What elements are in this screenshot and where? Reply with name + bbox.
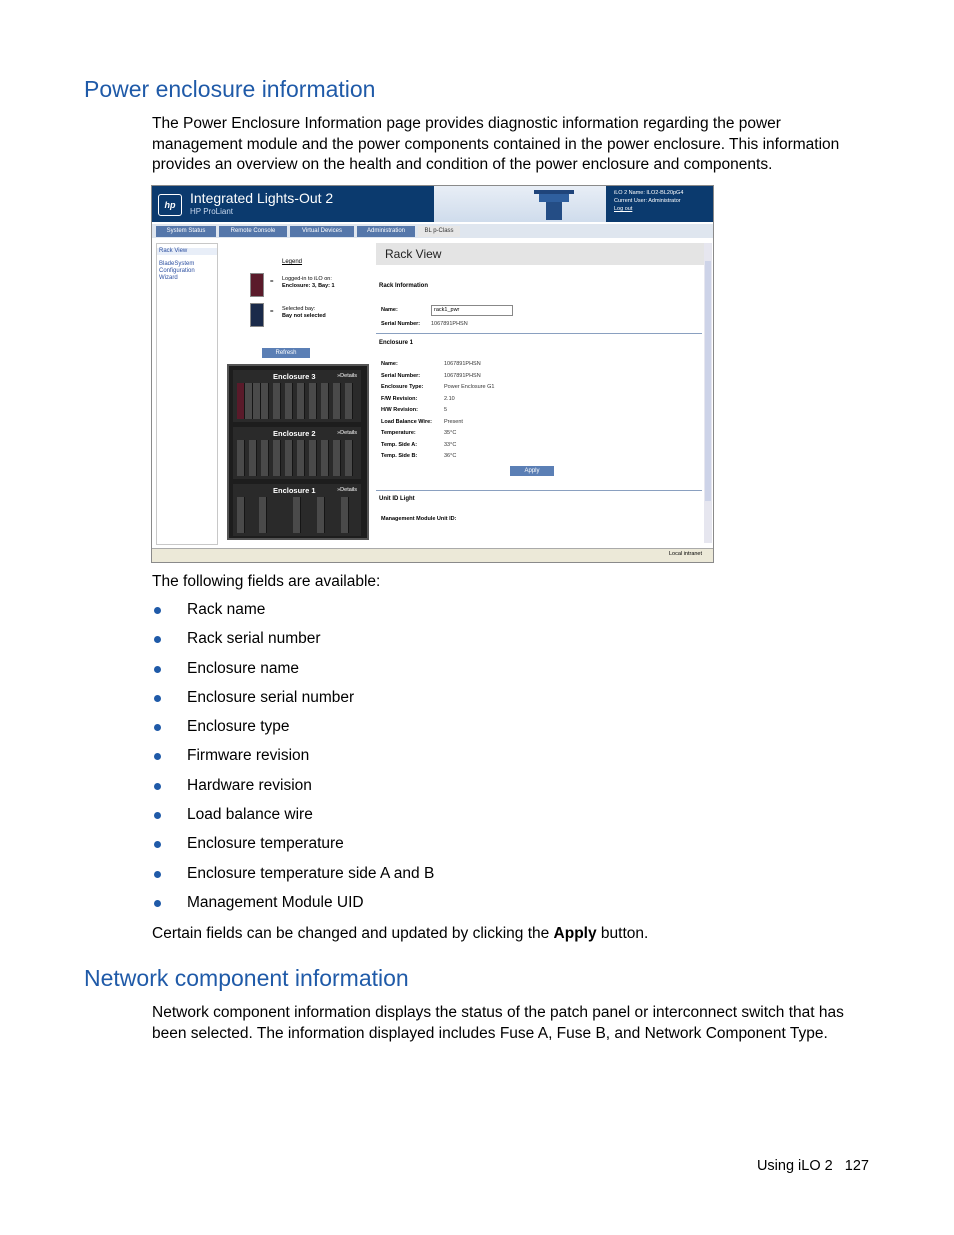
bay-slot[interactable] [345,440,353,476]
bay-slot[interactable] [249,440,257,476]
hp-logo-icon: hp [158,194,182,216]
nav-wizard[interactable]: Wizard [159,275,178,281]
bullet-icon [154,724,161,731]
bullet-icon [154,900,161,907]
server-illustration-icon [434,186,606,222]
legend-title: Legend [282,259,303,265]
bay-slot[interactable] [245,383,253,419]
enc-field-label: Temp. Side B: [381,453,418,459]
bay-slot[interactable] [273,440,281,476]
bay-slot[interactable] [293,497,301,533]
bay-slot[interactable] [321,383,329,419]
rack-serial-value: 1067891PHSN [431,321,468,327]
bay-slot[interactable] [345,383,353,419]
page-footer [757,1158,869,1174]
enc-field-label: Temp. Side A: [381,441,418,448]
divider [376,490,702,491]
bay-slot[interactable] [321,440,329,476]
enc-field-value: 1067891PHSN [444,361,481,367]
rack-name-input[interactable]: rack1_pwr [431,305,513,316]
uid-label: Management Module Unit ID: [381,516,457,522]
field-text: Firmware revision [187,747,310,765]
legend-eq: = [270,279,274,285]
nav-rack-view[interactable]: Rack View [157,248,217,255]
enc-field-label: F/W Revision: [381,395,418,402]
legend-selected [282,306,326,320]
enc-field-label: Load Balance Wire: [381,418,432,425]
bay-slot[interactable] [261,383,269,419]
list-item [152,834,434,863]
vertical-scrollbar[interactable] [704,243,712,543]
left-navigation [156,243,218,545]
rack-panel [222,243,374,543]
rack-view-title: Rack View [385,247,442,261]
enc-field-label: Name: [381,361,398,367]
field-text: Enclosure temperature side A and B [187,864,435,882]
rack-name-label: Name: [381,307,398,313]
rack-view-header [376,243,706,265]
enc-field-value: Present [444,418,463,425]
rack-view-main [376,243,706,543]
bullet-icon [154,753,161,760]
browser-status-bar [152,548,713,563]
apply-note-bold: Apply [553,925,597,942]
tab-remote-console[interactable]: Remote Console [219,226,287,237]
bay-slot[interactable] [297,440,305,476]
enc-field-value: 36°C [444,453,457,459]
details-link[interactable]: »Details [337,487,357,493]
intro-paragraph: The Power Enclosure Information page provides diagnostic information regarding the power management module and the power components contained in the power enclosure. This information provides an overview on the health and condition of the power enclosure and components. [152,115,840,173]
field-text: Enclosure temperature [187,835,344,853]
legend-selected-line1: Selected bay: [282,306,316,312]
enclosure-label: Enclosure 2 [273,429,316,438]
bay-slot[interactable] [297,383,305,419]
enclosure-1[interactable] [233,484,361,536]
list-item [152,805,434,834]
ilo-banner [152,186,713,222]
status-zone: Local intranet [669,551,703,557]
bullet-icon [154,666,161,673]
legend-selected-line2: Bay not selected [282,313,326,319]
bay-slot[interactable] [333,440,341,476]
enclosure-3[interactable] [233,370,361,422]
list-item [152,688,434,717]
bay-slot[interactable] [309,383,317,419]
list-item [152,864,434,893]
bay-slot[interactable] [237,440,245,476]
enclosure1-title: Enclosure 1 [379,340,414,346]
section-heading-network-component: Network component information [84,965,409,991]
list-item [152,717,434,746]
uid-title: Unit ID Light [379,496,415,502]
bay-slot[interactable] [317,497,325,533]
ilo-screenshot [151,185,714,563]
enc-field-value: Power Enclosure G1 [444,384,495,390]
current-user: Current User: Administrator [614,198,681,204]
legend-logged-line2: Enclosure: 3, Bay: 1 [282,283,335,289]
bay-slot[interactable] [333,383,341,419]
banner-subtitle: HP ProLiant [190,207,233,216]
nav-bladesystem[interactable]: BladeSystem [159,261,195,267]
list-item [152,776,434,805]
field-text: Rack name [187,601,266,618]
list-item [152,746,434,775]
legend-eq-2: = [270,309,274,315]
bullet-icon [154,841,161,848]
rack-info-title: Rack Information [379,283,429,289]
logged-in-bay-icon [250,273,264,297]
bullet-icon [154,812,161,819]
list-item [152,629,434,658]
bullet-icon [154,607,161,614]
enc-field-value: 35°C [444,430,457,436]
list-item [152,659,434,688]
footer-section: Using iLO 2 [756,1158,833,1174]
details-link[interactable]: »Details [337,373,357,379]
bullet-icon [154,636,161,643]
bay-slot[interactable] [309,440,317,476]
legend-logged-in [282,276,335,290]
ilo-name: iLO 2 Name: ILO2-BL20pG4 [614,190,684,196]
bay-slot[interactable] [237,497,245,533]
apply-note-text: Certain fields can be changed and updated by clicking the [152,925,554,942]
enc-field-value: 2.10 [444,395,455,402]
fields-intro: The following fields are available: [152,573,381,590]
enc-field-label: Temperature: [381,430,416,436]
tab-system-status[interactable]: System Status [156,226,216,237]
fields-list [152,600,434,922]
enc-field-value: 5 [444,407,448,413]
section-heading-power-enclosure: Power enclosure information [84,76,376,102]
enclosure-2[interactable] [233,427,361,479]
list-item [152,893,434,922]
bay-slot[interactable] [237,383,245,419]
tab-virtual-devices[interactable]: Virtual Devices [290,226,354,237]
selected-bay-icon [250,303,264,327]
enc-field-label: Serial Number: [381,372,421,379]
field-text: Enclosure name [187,659,300,677]
banner-title: Integrated Lights-Out 2 [190,190,334,206]
field-text: Rack serial number [187,630,321,648]
bay-slot[interactable] [285,383,293,419]
apply-button[interactable]: Apply [510,466,554,476]
rack-serial-label: Serial Number: [381,321,421,327]
field-text: Management Module UID [187,893,364,911]
list-item [152,600,434,629]
enc-field-label: H/W Revision: [381,407,418,413]
tab-bar [152,224,713,238]
bullet-icon [154,783,161,790]
network-paragraph: Network component information displays the status of the patch panel or interconnect switch that has been selected. The information displayed includes Fuse A, Fuse B, and Network Component Type. [152,1004,844,1042]
apply-note-text-end: button. [596,925,649,942]
tab-administration[interactable]: Administration [357,226,415,237]
details-link[interactable]: »Details [337,430,357,436]
field-text: Enclosure serial number [187,688,355,706]
bay-slot[interactable] [273,383,281,419]
field-text: Enclosure type [187,718,290,736]
page-number: 127 [844,1158,869,1174]
scroll-thumb[interactable] [705,261,711,501]
bay-slot[interactable] [341,497,349,533]
bay-slot[interactable] [261,440,269,476]
enc-field-value: 33°C [444,441,457,448]
bay-slot[interactable] [253,383,261,419]
field-text: Hardware revision [187,776,312,794]
enclosure-label: Enclosure 3 [273,372,316,381]
divider [376,333,702,334]
field-text: Load balance wire [187,806,313,824]
enclosure-label: Enclosure 1 [273,486,316,495]
tab-bl-p-class[interactable]: BL p-Class [418,226,460,237]
bay-slot[interactable] [285,440,293,476]
banner-image [434,186,606,222]
enc-field-value: 1067891PHSN [444,372,481,379]
refresh-button[interactable]: Refresh [262,348,310,358]
nav-configuration[interactable]: Configuration [159,268,195,274]
bay-slot[interactable] [259,497,267,533]
bullet-icon [154,871,161,878]
logout-link[interactable]: Log out [614,206,633,212]
rack-graphic [227,364,369,540]
apply-note [152,924,872,945]
bullet-icon [154,695,161,702]
legend-logged-line1: Logged-in to iLO on: [282,276,332,282]
banner-user-info [614,189,683,213]
enc-field-label: Enclosure Type: [381,384,424,390]
